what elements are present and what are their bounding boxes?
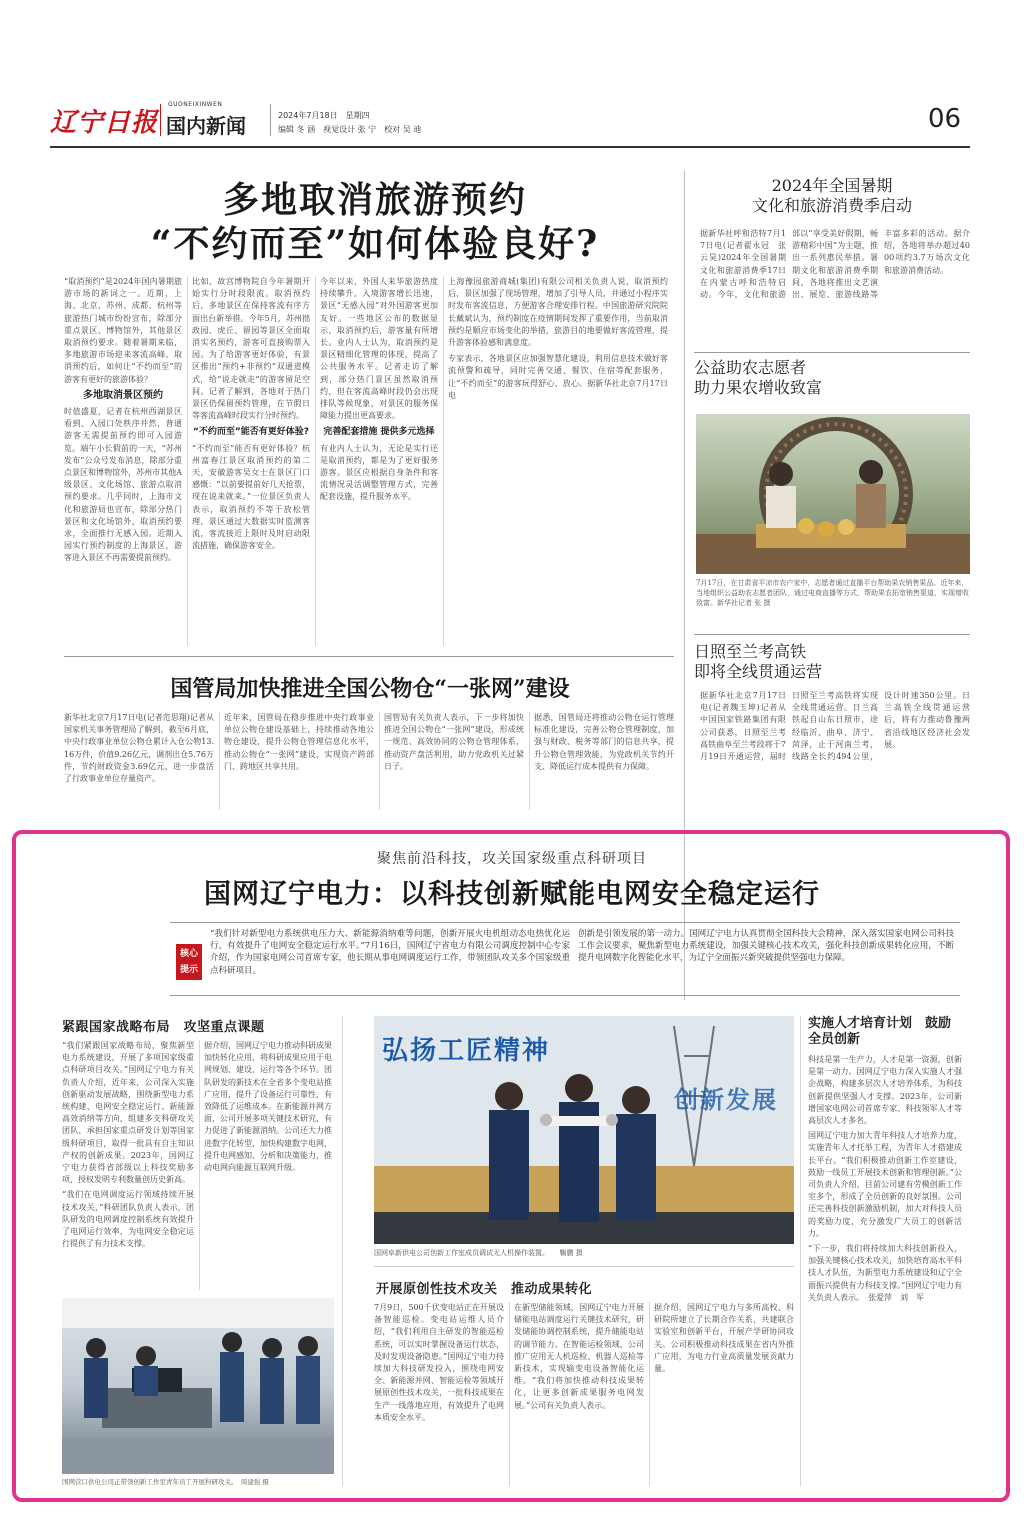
mid-col-3: 国管局有关负责人表示，下一步将加快推进全国公物仓“一张网”建设，形成统一规范、高效协同的公物仓管理体系，推动资产盘活利用，助力党政机关过紧日子。 [384,713,524,771]
feature-kicker: 聚焦前沿科技，攻关国家级重点科研项目 [377,851,647,867]
lead-title-line1: 多地取消旅游预约 [222,179,527,221]
masthead [50,98,970,144]
mid-col-4: 据悉，国管局还将推动公物仓运行管理标准化建设，完善公物仓管理制度，加强与财政、税务等部门的信息共享，提升公物仓管理效能，为党政机关节约开支、降低运行成本提供有力保障。 [534,713,674,771]
lead-subhead-3: 完善配套措施 提供多元选择 [323,427,435,438]
feature-section-1-title: 紧跟国家战略布局 攻坚重点课题 [62,1020,265,1035]
lead-col-3: 今年以来，外国人来华旅游热度持续攀升。入境游客增长迅速，景区“无感入园”对外国游客更加友好。一些地区公布的数据显示，取消预约后，游客量有所增长。业内人士认为，取消预约是景区精细化管理的体现，提高了公共服务水平。记者走访了解到，部分热门景区虽然取消预约，但在客流高峰时段仍会出现排队等候现象，对景区的服务保障能力提出更高要求。 完善配套措施 提供多元选择 有业内人士认为，无论是实行还是取消预约，都是为了更好服务游客。景区应根据自身条件和客流情况灵活调整管理方式，完善配套设施，提升服务水平。 [320,277,438,502]
right-story-1 [694,176,970,216]
editor-credits: 编辑 冬 涵 视觉设计 张 宁 校对 吴 迪 [278,125,422,134]
lead-col-1: “取消预约”是2024年国内暑期旅游市场的新词之一。近期，上海、北京、苏州、成都、杭州等旅游热门城市纷纷宣布，除部分重点景区、博物馆外，其他景区取消预约要求。随着暑期来临，多地旅游市场迎来客流高峰。取消预约后，如何让“不约而至”的游客有更好的旅游体验？ 多地取消景区预约 时值盛夏，记者在杭州西湖景区看到，入园口处秩序井然，普通游客无需提前预约即可入园游览。端午小长假前的一天，“苏州发布”公众号发布消息，除部分重点景区和博物馆外，苏州市其他A级景区、文化场馆、旅游点取消预约要求。几乎同时，上海市文化和旅游局也宣布，除部分热门景区和文化场馆外，取消预约要求，全面推行无感入园。近期入园实行预约制度的上海景区，游客进入景区不再需要提前预约。 [64,277,182,563]
right-story-2 [694,358,970,398]
feature-section-2-col-3: 据介绍，国网辽宁电力与多所高校、科研院所建立了长期合作关系，共建联合实验室和创新平台，开展产学研协同攻关。公司积极推动科技成果在省内外推广应用，为电力行业高质量发展贡献力量。 [654,1303,794,1374]
lead-col-4: 上海豫园旅游商城(集团)有限公司相关负责人说，取消预约后，景区加强了现场管理，增加了引导人员，并通过小程序实时发布客流信息，方便游客合理安排行程。中国旅游研究院院长戴斌认为，预约制度在疫情期间发挥了重要作用，当前取消预约是顺应市场变化的举措，旅游目的地要做好客流管理，提升游客体验感和满意度。 专家表示，各地景区应加强智慧化建设，利用信息技术做好客流预警和疏导，同时完善交通、餐饮、住宿等配套服务，让“不约而至”的游客玩得舒心、放心。据新华社北京7月17日电 [448,277,668,400]
right3-body: 据新华社北京7月17日电(记者魏玉坤)记者从中国国家铁路集团有限公司获悉，日照至兰考高铁曲阜至兰考段将于7月19日开通运营，届时日照至兰考高铁将实现全线贯通运营。日兰高铁起自山东日照市，途经临沂、曲阜、济宁、菏泽，止于河南兰考，线路全长约494公里，设计时速350公里。日兰高铁全线贯通运营后，将有力推动鲁豫两省沿线地区经济社会发展。 [700,691,970,762]
right3-title-line2: 即将全线贯通运营 [694,662,823,681]
feature-section-2-col-1: 7月9日，500千伏变电站正在开展设备智能巡检。变电站运维人员介绍，“我们利用自主研发的智能巡检系统，可以实时掌握设备运行状态，及时发现设备隐患。”国网辽宁电力持续加大科技研发投入，围绕电网安全、新能源并网、智能运检等领域开展原创性技术攻关，一批科技成果在生产一线落地应用，有效提升了电网本质安全水平。 [374,1303,504,1422]
summary-text-2: 创新是引领发展的第一动力。国网辽宁电力认真贯彻全国科技大会精神，深入落实国家电网公司科技工作会议要求，聚焦新型电力系统建设，加强关键核心技术攻关，强化科技创新成果转化应用，不断提升电网数字化智能化水平，为辽宁全面振兴新突破提供坚强电力保障。 [578,929,954,964]
photo-banner-text-2: 创新发展 [674,1085,778,1114]
innovation-studio-caption: 国网营口供电公司正带领创新工作室青年员工开展科研攻关。 周建强 摄 [62,1478,269,1486]
mid-col-2: 近年来，国管局在稳步推进中央行政事业单位公物仓建设基础上，持续推动各地公物仓建设，提升公物仓管理信息化水平，推动公物仓“一张网”建设，实现资产跨部门、跨地区共享共用。 [224,713,374,771]
feature-title: 国网辽宁电力：以科技创新赋能电网安全稳定运行 [204,879,820,910]
feature-col-b: 据介绍，国网辽宁电力推动科研成果加快转化应用，将科研成果应用于电网规划、建设、运行等各个环节。团队研发的新技术在全省多个变电站推广应用，提升了设备运行可靠性，有效降低了运维成本。在新能源并网方面，公司开展多项关键技术研究，有力促进了新能源消纳。公司还大力推进数字化转型，加快构建数字电网，提升电网感知、分析和决策能力，推动电网向能源互联网升级。 [204,1041,332,1173]
right1-title-line1: 2024年全国暑期 [771,176,893,195]
section-name: 国内新闻 [166,114,246,138]
drone-team-photo [374,1016,794,1244]
section-pinyin: GUONEIXINWEN [168,101,223,108]
feature-section-3-title: 实施人才培育计划 鼓励全员创新 [808,1016,952,1047]
right-story-3 [694,642,970,682]
drone-team-caption: 国网阜新供电公司创新工作室成员调试无人机操作装置。 鞠鹏 摄 [374,1249,583,1257]
feature-section-2-col-2: 在新型储能领域，国网辽宁电力开展储能电站调度运行关键技术研究，研发储能协调控制系统，提升储能电站的调节能力。在智能运检领域，公司推广应用无人机巡检、机器人巡检等新技术，实现输变电设备智能化运维。“我们将加快推动科技成果转化，让更多创新成果服务电网发展。”公司有关负责人表示。 [514,1303,644,1410]
summary-text-1: “我们针对新型电力系统供电压力大、新能源消纳难等问题，创新开展火电机组动态电热优化运行，有效提升了电网安全稳定运行水平。”7月16日，国网辽宁省电力有限公司调度控制中心专家介绍，作为国家电网公司首席专家，他长期从事电网调度运行工作，带领团队攻关多个国家级重点科研项目。 [210,929,570,976]
right2-title-line1: 公益助农志愿者 [694,358,807,377]
page-number: 06 [928,104,962,134]
lead-title-line2: “不约而至”如何体验良好? [150,223,600,265]
right1-title-line2: 文化和旅游消费季启动 [751,196,912,215]
volunteer-photo-caption: 7月17日，在甘肃省平凉市农户家中，志愿者通过直播平台帮助果农销售果品。近年来，当地组织公益助农志愿者团队，通过电商直播等方式，帮助果农拓宽销售渠道，实现增收致富。新华社记者 张 摄 [696,579,969,607]
lead-subhead-1: 多地取消景区预约 [83,389,163,401]
lead-col-2: 比如，故宫博物院自今年暑期开始实行分时段限流。取消预约后，多地景区在保持客流有序方面出台新举措。今年5月，苏州拙政园、虎丘、留园等景区全面取消实名预约，游客可直接购票入园。为了给游客更好体验，有景区推出“预约+非预约”双通道模式，给“说走就走”的游客留足空间。记者了解到，各地对于热门景区仍保留预约管理，在节假日等客流高峰时段实行分时预约。 “不约而至”能否有更好体验? “不约而至”能否有更好体验？杭州富春江景区取消预约的第二天，安徽游客吴女士在景区门口感慨：“以前要提前好几天抢票，现在说来就来。”一位景区负责人表示，取消预约不等于放松管理，景区通过大数据实时监测客流，客流接近上限时及时启动限流措施，确保游客安全。 [192,277,310,551]
innovation-studio-photo [62,1298,334,1474]
mid-title: 国管局加快推进全国公物仓“一张网”建设 [170,676,570,702]
feature-section-1-body: “我们紧跟国家战略布局，聚焦新型电力系统建设，开展了多项国家级重点科研项目攻关。”国网辽宁电力有关负责人介绍，近年来，公司深入实施创新驱动发展战略，围绕新型电力系统构建、电网安全稳定运行、新能源高效消纳等方向，组建多支科研攻关团队，承担国家重点研发计划等国家级科研项目，取得一批具有自主知识产权的创新成果。2023年，国网辽宁电力获得省部级以上科技奖励多项，授权发明专利数量创历史新高。 “我们在电网调度运行领域持续开展技术攻关，”科研团队负责人表示，团队研发的电网调度控制系统有效提升了电网运行效率，为电网安全稳定运行提供了有力技术支撑。 [62,1041,194,1249]
photo-banner-text: 弘扬工匠精神 [382,1036,551,1066]
core-tip-tag: 核心 提示 [176,944,202,980]
lead-headline [70,178,680,266]
feature-section-3-body: 科技是第一生产力，人才是第一资源，创新是第一动力。国网辽宁电力深入实施人才强企战略，构建多层次人才培养体系，为科技创新提供坚强人才支撑。2023年，公司新增国家电网公司首席专家、科技领军人才等高层次人才多名。 国网辽宁电力加大青年科技人才培养力度，实施青年人才托举工程，为青年人才搭建成长平台。“我们积极推动创新工作室建设，鼓励一线员工开展技术创新和管理创新。”公司负责人介绍，目前公司建有劳模创新工作室多个，形成了全员创新的良好氛围。公司还完善科技创新激励机制，加大对科技人员的奖励力度，充分激发广大员工的创新活力。 “下一步，我们将持续加大科技创新投入，加强关键核心技术攻关，加快培育高水平科技人才队伍，为新型电力系统建设和辽宁全面振兴提供有力科技支撑。”国网辽宁电力有关负责人表示。 张爱萍 刘 军 [808,1055,962,1302]
right1-body: 据新华社呼和浩特7月17日电(记者翟永冠 张云昊)2024年全国暑期文化和旅游消费季17日在内蒙古呼和浩特启动。今年，文化和旅游部以“享受美好假期，畅游精彩中国”为主题，推出一系列惠民举措。暑期文化和旅游消费季期间，各地将推出文艺演出、展览、旅游线路等丰富多彩的活动。据介绍，各地将举办超过4000项约3.7万场次文化和旅游消费活动。 [700,229,970,300]
newspaper-logo: 辽宁日报 [50,108,159,138]
right2-title-line2: 助力果农增收致富 [694,378,823,397]
lead-subhead-2: “不约而至”能否有更好体验? [192,427,310,438]
mid-col-1: 新华社北京7月17日电(记者范思翔)记者从国家机关事务管理局了解到，截至6月底，中央行政事业单位公物仓累计入仓公物13.16万件，价值9.26亿元，调剂出仓5.76万件，节约财政资金3.69亿元，进一步盘活了行政事业单位存量资产。 [64,713,214,784]
feature-section-2-title: 开展原创性技术攻关 推动成果转化 [376,1282,593,1297]
issue-date: 2024年7月18日 星期四 [278,111,370,120]
volunteer-photo [696,414,970,574]
right3-title-line1: 日照至兰考高铁 [694,642,807,661]
